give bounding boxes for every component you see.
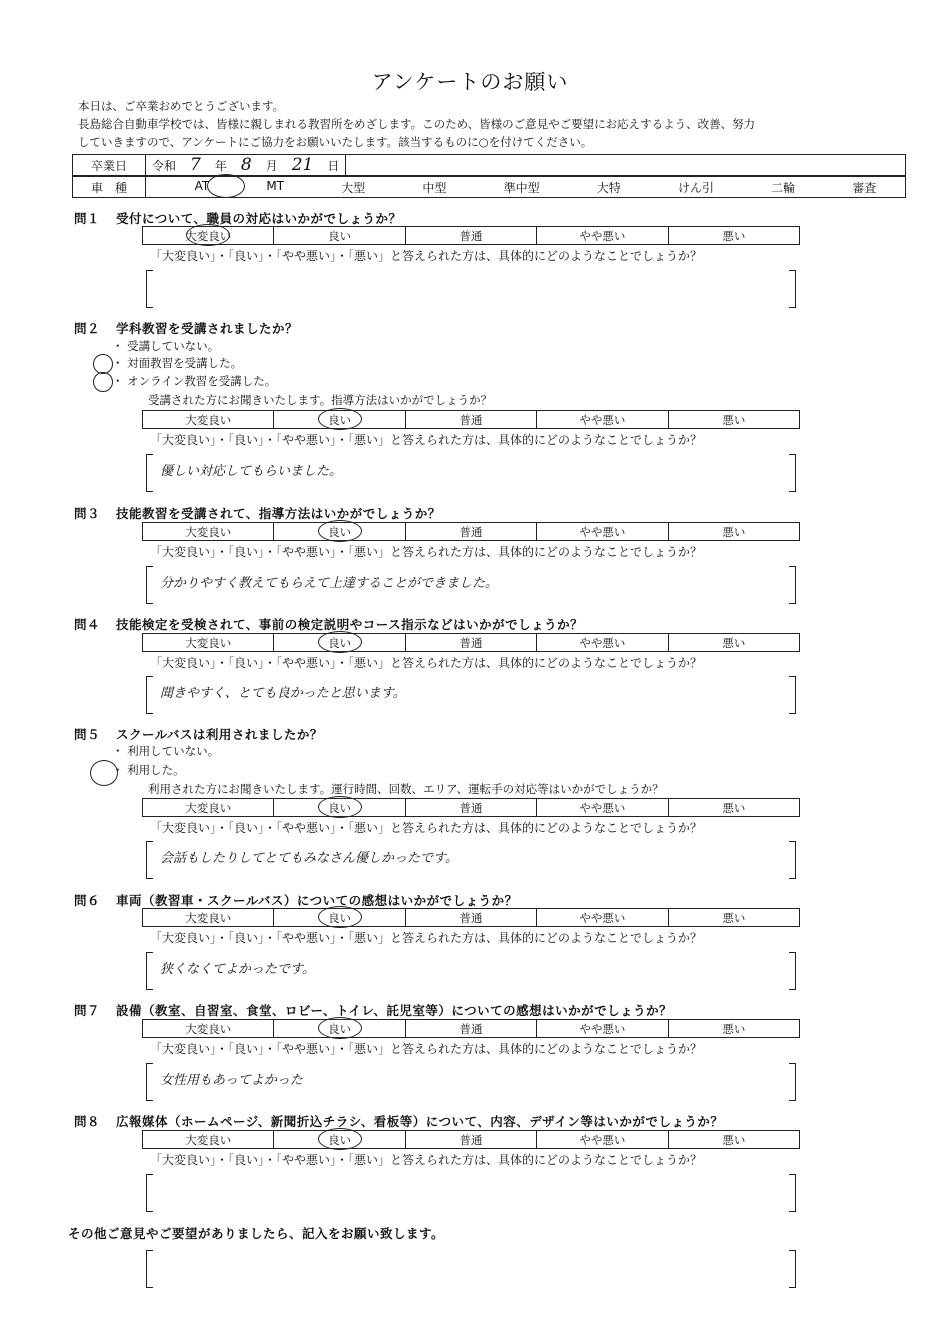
q7-bad[interactable]: 悪い [722,1021,746,1036]
q2-good[interactable]: 良い [274,411,405,428]
q2-very-good[interactable]: 大変良い [143,411,274,428]
q5-option-not-used[interactable]: ・ 利用していない。 [112,744,220,758]
q2-option-online[interactable]: ・ オンライン教習を受講した。 [112,374,277,388]
q8-bad[interactable]: 悪い [722,1132,746,1147]
q8-title: 問８ 広報媒体（ホームページ、新聞折込チラシ、看板等）について、内容、デザイン等はいかがでしょうか？ [74,1114,724,1129]
q5-subquestion: 利用された方にお聞きいたします。運行時間、回数、エリア、運転手の対応等はいかがでしょうか？ [148,782,664,796]
page-title: アンケートのお願い [371,70,569,94]
q4-scale [142,633,800,652]
q5-title: 問５ スクールバスは利用されましたか？ [74,727,323,742]
q6-good[interactable]: 良い [274,909,405,926]
grad-day: 21 [291,155,314,175]
q7-normal[interactable]: 普通 [406,1020,537,1037]
era: 令和 [152,158,177,173]
q2-followup: 「大変良い」・「良い」・「やや悪い」・「悪い」と答えられた方は、具体的にどのようなことでしょうか？ [150,433,703,447]
q6-very-good[interactable]: 大変良い [143,909,274,926]
q3-normal[interactable]: 普通 [406,523,537,540]
intro-line-1: 本日は、ご卒業おめでとうございます。 [78,99,285,113]
q3-bad[interactable]: 悪い [722,524,746,539]
q2-bad[interactable]: 悪い [722,412,746,427]
q6-followup: 「大変良い」・「良い」・「やや悪い」・「悪い」と答えられた方は、具体的にどのようなことでしょうか？ [150,931,703,945]
q2-mark-online [93,372,113,392]
q3-scale [142,522,800,541]
q1-followup: 「大変良い」・「良い」・「やや悪い」・「悪い」と答えられた方は、具体的にどのようなことでしょうか？ [150,249,703,263]
q1-title: 問１ 受付について、職員の対応はいかがでしょうか？ [74,211,402,226]
q2-mark-in-person [93,354,113,374]
q8-good[interactable]: 良い [274,1131,405,1148]
q3-title: 問３ 技能教習を受講されて、指導方法はいかがでしょうか？ [74,506,441,521]
q5-good[interactable]: 良い [274,799,405,816]
grad-month: 8 [240,155,252,175]
q7-title: 問７ 設備（教室、自習室、食堂、ロビー、トイレ、託児室等）についての感想はいかがでしょうか？ [74,1003,673,1018]
graduation-label: 卒業日 [73,155,146,175]
vehicle-option-large[interactable]: 大型 [341,180,366,195]
q3-comment-box[interactable]: 分かりやすく教えてもらえて上達することができました。 [146,566,796,602]
q6-somewhat-bad[interactable]: やや悪い [537,909,668,926]
q6-scale [142,908,800,927]
vehicle-option-special[interactable]: 大特 [596,180,621,195]
q5-mark-used [90,760,118,786]
q3-very-good[interactable]: 大変良い [143,523,274,540]
q6-title: 問６ 車両（教習車・スクールバス）についての感想はいかがでしょうか？ [74,893,518,908]
q5-bad[interactable]: 悪い [722,800,746,815]
q7-followup: 「大変良い」・「良い」・「やや悪い」・「悪い」と答えられた方は、具体的にどのようなことでしょうか？ [150,1042,703,1056]
q1-very-good[interactable]: 大変良い [143,227,274,244]
q7-comment-box[interactable]: 女性用もあってよかった [146,1063,796,1099]
q4-comment-box[interactable]: 聞きやすく、とても良かったと思います。 [146,676,796,712]
q3-followup: 「大変良い」・「良い」・「やや悪い」・「悪い」と答えられた方は、具体的にどのようなことでしょうか？ [150,545,703,559]
q4-followup: 「大変良い」・「良い」・「やや悪い」・「悪い」と答えられた方は、具体的にどのようなことでしょうか？ [150,656,703,670]
q5-normal[interactable]: 普通 [406,799,537,816]
q8-somewhat-bad[interactable]: やや悪い [537,1131,668,1148]
vehicle-row [72,176,906,198]
q6-comment-box[interactable]: 狭くなくてよかったです。 [146,952,796,988]
q2-title: 問２ 学科教習を受講されましたか？ [74,321,299,336]
q7-scale [142,1019,800,1038]
q4-very-good[interactable]: 大変良い [143,634,274,651]
q4-title: 問４ 技能検定を受検されて、事前の検定説明やコース指示などはいかがでしょうか？ [74,617,584,632]
graduation-date[interactable] [146,155,346,175]
q8-very-good[interactable]: 大変良い [143,1131,274,1148]
q8-followup: 「大変良い」・「良い」・「やや悪い」・「悪い」と答えられた方は、具体的にどのようなことでしょうか？ [150,1153,703,1167]
q3-somewhat-bad[interactable]: やや悪い [537,523,668,540]
q4-somewhat-bad[interactable]: やや悪い [537,634,668,651]
vehicle-selected-circle [207,174,245,198]
q4-normal[interactable]: 普通 [406,634,537,651]
q7-somewhat-bad[interactable]: やや悪い [537,1020,668,1037]
q8-normal[interactable]: 普通 [406,1131,537,1148]
q3-good[interactable]: 良い [274,523,405,540]
vehicle-label: 車 種 [73,177,146,197]
grad-year: 7 [190,155,201,175]
q5-very-good[interactable]: 大変良い [143,799,274,816]
year-unit: 年 [214,158,227,173]
q8-scale [142,1130,800,1149]
q7-good[interactable]: 良い [274,1020,405,1037]
month-unit: 月 [265,158,278,173]
q5-comment-box[interactable]: 会話もしたりしてとてもみなさん優しかったです。 [146,841,796,877]
q5-option-used[interactable]: ・ 利用した。 [112,763,185,777]
q5-scale [142,798,800,817]
intro-line-3: していきますので、アンケートにご協力をお願いいたします。該当するものに○を付けてください。 [78,135,593,149]
vehicle-option-medium[interactable]: 中型 [422,180,447,195]
q2-option-in-person[interactable]: ・ 対面教習を受講した。 [112,356,243,370]
q2-comment-box[interactable]: 優しい対応してもらいました。 [146,454,796,490]
intro-line-2: 長島総合自動車学校では、皆様に親しまれる教習所をめざします。このため、皆様のご意見やご要望にお応えするよう、改善、努力 [78,117,756,131]
vehicle-options [146,179,905,196]
vehicle-option-at[interactable]: AT [194,178,210,193]
q5-followup: 「大変良い」・「良い」・「やや悪い」・「悪い」と答えられた方は、具体的にどのようなことでしょうか？ [150,821,703,835]
vehicle-option-mt[interactable]: MT [266,178,285,193]
q2-normal[interactable]: 普通 [406,411,537,428]
q6-normal[interactable]: 普通 [406,909,537,926]
vehicle-option-motorcycle[interactable]: 二輪 [771,180,796,195]
q2-somewhat-bad[interactable]: やや悪い [537,411,668,428]
q6-bad[interactable]: 悪い [722,910,746,925]
q7-very-good[interactable]: 大変良い [143,1020,274,1037]
q2-scale [142,410,800,429]
vehicle-option-towing[interactable]: けん引 [677,180,714,195]
day-unit: 日 [327,158,340,173]
q4-good[interactable]: 良い [274,634,405,651]
q1-somewhat-bad[interactable]: やや悪い [537,227,668,244]
q4-bad[interactable]: 悪い [722,635,746,650]
other-title: その他ご意見やご要望がありましたら、記入をお願い致します。 [68,1226,445,1241]
graduation-date-row [72,154,906,176]
q1-bad[interactable]: 悪い [722,228,746,243]
q2-subquestion: 受講された方にお聞きいたします。指導方法はいかがでしょうか？ [148,393,493,407]
q1-scale [142,226,800,245]
q2-option-none[interactable]: ・ 受講していない。 [112,339,220,353]
other-comment-box[interactable] [146,1250,796,1286]
vehicle-option-semi-medium[interactable]: 準中型 [503,180,540,195]
q1-comment-box[interactable] [146,270,796,306]
q1-good[interactable]: 良い [274,227,405,244]
q8-comment-box[interactable] [146,1174,796,1210]
vehicle-option-exam[interactable]: 審査 [852,180,877,195]
q5-somewhat-bad[interactable]: やや悪い [537,799,668,816]
q1-normal[interactable]: 普通 [406,227,537,244]
